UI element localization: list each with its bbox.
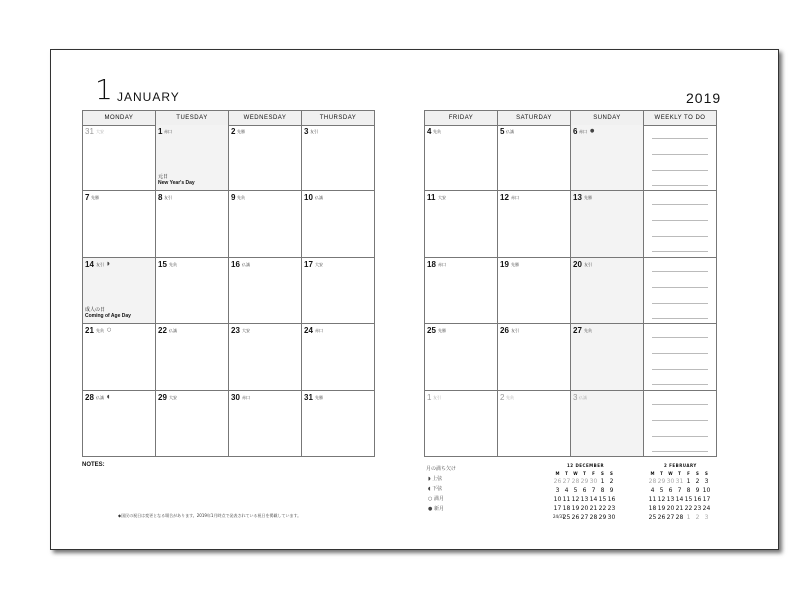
mini-day: 28 — [589, 514, 598, 521]
mini-calendar-weekdays — [553, 471, 616, 476]
mini-weekday: T — [678, 471, 681, 476]
day-number: 3 — [304, 127, 309, 136]
day-cell[interactable] — [156, 125, 229, 191]
mini-day: 30 — [607, 514, 616, 521]
mini-day: 12 — [571, 496, 580, 503]
holiday-name-jp: 成人の日 — [85, 306, 106, 313]
mini-day: 11 — [562, 496, 571, 503]
day-cell[interactable] — [83, 391, 156, 457]
mini-day: 25 — [562, 514, 571, 521]
mini-day: 2 — [609, 478, 614, 485]
day-number: 28 — [85, 392, 94, 402]
weekly-todo-cell[interactable] — [644, 258, 717, 324]
day-number: 19 — [500, 259, 509, 269]
mini-day: 20 — [666, 505, 675, 512]
todo-line — [652, 337, 708, 338]
holiday-name-jp: 元日 — [158, 174, 169, 180]
rokuyo-label: 友引 — [310, 129, 318, 134]
mini-day: 3 — [704, 478, 709, 485]
mini-day: 27 — [580, 514, 589, 521]
rokuyo-label: 赤口 — [438, 261, 446, 267]
mini-day: 6 — [668, 487, 673, 494]
rokuyo-label: 赤口 — [315, 328, 323, 334]
rokuyo-label: 大安 — [438, 195, 446, 201]
todo-line — [652, 318, 708, 319]
holiday-name-en: Coming of Age Day — [85, 312, 131, 319]
mini-day: 9 — [695, 487, 700, 494]
todo-line — [652, 204, 708, 205]
mini-calendar-week — [648, 487, 711, 494]
day-cell[interactable] — [425, 391, 498, 457]
rokuyo-label: 仏滅 — [96, 394, 104, 400]
day-number: 31 — [85, 127, 94, 136]
day-number: 13 — [573, 193, 582, 203]
day-cell[interactable] — [571, 191, 644, 257]
mini-day: 28 — [571, 478, 580, 485]
todo-line — [652, 369, 708, 370]
todo-line — [652, 220, 708, 221]
day-cell[interactable] — [229, 125, 302, 191]
day-cell[interactable] — [229, 258, 302, 324]
mini-day: 18 — [648, 505, 657, 512]
day-cell[interactable] — [302, 258, 375, 324]
rokuyo-label: 赤口 — [164, 129, 172, 134]
day-number: 12 — [500, 193, 509, 203]
weekday-header: WEDNESDAY — [229, 111, 302, 126]
weekday-header: MONDAY — [83, 111, 156, 126]
weekly-todo-cell[interactable] — [644, 391, 717, 457]
mini-weekday: W — [573, 471, 578, 476]
day-number: 15 — [158, 259, 167, 269]
mini-weekday: S — [610, 471, 613, 476]
half-moon-icon: ◗ — [107, 260, 110, 267]
day-cell[interactable] — [83, 258, 156, 324]
mini-day: 1 — [686, 514, 691, 521]
weekday-header: THURSDAY — [302, 111, 375, 126]
day-cell[interactable] — [302, 125, 375, 191]
day-cell[interactable] — [229, 324, 302, 390]
rokuyo-label: 先勝 — [315, 394, 323, 400]
day-number: 20 — [573, 259, 582, 269]
mini-day: 7 — [677, 487, 682, 494]
mini-day: 21 — [589, 505, 598, 512]
rokuyo-label: 大安 — [242, 328, 250, 334]
todo-line — [652, 303, 708, 304]
mini-day: 2 — [695, 478, 700, 485]
day-cell[interactable] — [156, 391, 229, 457]
day-number: 22 — [158, 326, 167, 336]
mini-calendar-title: 2 FEBRUARY — [664, 463, 697, 468]
day-number: 21 — [85, 326, 94, 336]
todo-line — [652, 436, 708, 437]
moon-legend-title: 月の満ち欠け — [426, 466, 457, 472]
weekday-header: SATURDAY — [498, 111, 571, 126]
mini-day: 30 — [589, 478, 598, 485]
mini-calendar-week — [553, 505, 616, 512]
mini-day: 13 — [666, 496, 675, 503]
notes-label: NOTES: — [82, 462, 105, 468]
mini-calendar-week — [553, 487, 616, 494]
mini-calendar-title: 12 DECEMBER — [567, 463, 605, 468]
mini-day: 3 — [704, 514, 709, 521]
rokuyo-label: 仏滅 — [169, 328, 177, 334]
mini-weekday: T — [660, 471, 663, 476]
mini-day: 7 — [591, 487, 596, 494]
mini-day: 24 — [702, 505, 711, 512]
weekly-todo-cell[interactable] — [644, 125, 717, 191]
day-number: 4 — [427, 127, 432, 136]
mini-weekday: S — [705, 471, 708, 476]
mini-day: 26 — [553, 478, 562, 485]
weekday-header: WEEKLY TO DO — [644, 111, 717, 126]
mini-day: 1 — [600, 478, 605, 485]
day-cell[interactable] — [156, 191, 229, 257]
mini-weekday: W — [668, 471, 673, 476]
mini-day: 2 — [695, 514, 700, 521]
day-cell[interactable] — [571, 324, 644, 390]
full-moon-icon: ○ — [107, 327, 112, 334]
todo-line — [652, 287, 708, 288]
mini-calendar-week — [648, 478, 711, 485]
mini-day: 13 — [580, 496, 589, 503]
weekday-header: TUESDAY — [156, 111, 229, 126]
day-cell[interactable] — [571, 391, 644, 457]
moon-legend-item: ○ 満月 — [428, 496, 444, 502]
rokuyo-label: 先勝 — [584, 195, 592, 201]
mini-day: 30 — [666, 478, 675, 485]
mini-day: 24/31 — [553, 514, 565, 519]
day-number: 5 — [500, 127, 505, 136]
day-number: 10 — [304, 193, 313, 203]
day-cell[interactable] — [571, 125, 644, 191]
mini-calendar-week — [553, 514, 616, 521]
moon-legend-item: ◖ 下弦 — [428, 486, 443, 492]
mini-day: 11 — [648, 496, 657, 503]
mini-day: 27 — [666, 514, 675, 521]
todo-line — [652, 420, 708, 421]
rokuyo-label: 友引 — [433, 394, 441, 400]
todo-line — [652, 170, 708, 171]
rokuyo-label: 先負 — [96, 328, 104, 334]
rokuyo-label: 赤口 — [579, 129, 587, 134]
day-cell[interactable] — [156, 258, 229, 324]
weekday-header: SUNDAY — [571, 111, 644, 126]
rokuyo-label: 先勝 — [91, 195, 99, 201]
mini-day: 4 — [650, 487, 655, 494]
day-cell[interactable] — [302, 391, 375, 457]
rokuyo-label: 赤口 — [242, 394, 250, 400]
mini-calendar-week — [553, 496, 616, 503]
moon-legend-item: ◗ 上弦 — [428, 476, 443, 482]
day-cell[interactable] — [156, 324, 229, 390]
month-name: JANUARY — [117, 90, 180, 104]
todo-line — [652, 185, 708, 186]
mini-weekday: S — [601, 471, 604, 476]
mini-calendar-week — [553, 478, 616, 485]
day-number: 30 — [231, 392, 240, 402]
mini-calendar-week — [648, 496, 711, 503]
day-number: 27 — [573, 326, 582, 336]
day-cell[interactable] — [302, 324, 375, 390]
todo-line — [652, 353, 708, 354]
weekly-todo-cell[interactable] — [644, 191, 717, 257]
rokuyo-label: 仏滅 — [579, 394, 587, 400]
day-cell[interactable] — [571, 258, 644, 324]
day-cell[interactable] — [229, 191, 302, 257]
mini-day: 21 — [675, 505, 684, 512]
mini-calendar-weekdays — [648, 471, 711, 476]
moon-legend-item: ● 新月 — [428, 506, 444, 512]
rokuyo-label: 先勝 — [237, 129, 245, 134]
todo-line — [652, 451, 708, 452]
mini-day: 9 — [609, 487, 614, 494]
todo-line — [652, 404, 708, 405]
month-number: 1 — [95, 73, 113, 106]
mini-day: 5 — [573, 487, 578, 494]
mini-day: 5 — [659, 487, 664, 494]
day-number: 23 — [231, 326, 240, 336]
day-cell[interactable] — [498, 191, 571, 257]
mini-weekday: T — [565, 471, 568, 476]
rokuyo-label: 先負 — [237, 195, 245, 201]
rokuyo-label: 先負 — [584, 328, 592, 334]
todo-line — [652, 384, 708, 385]
mini-day: 15 — [684, 496, 693, 503]
mini-day: 14 — [675, 496, 684, 503]
rokuyo-label: 赤口 — [511, 195, 519, 201]
weekly-todo-cell[interactable] — [644, 324, 717, 390]
day-number: 1 — [427, 392, 432, 402]
mini-day: 6 — [582, 487, 587, 494]
day-cell[interactable] — [83, 324, 156, 390]
mini-day: 15 — [598, 496, 607, 503]
new-moon-icon: ● — [590, 128, 595, 134]
mini-day: 26 — [571, 514, 580, 521]
rokuyo-label: 先負 — [169, 261, 177, 267]
mini-weekday: M — [650, 471, 655, 476]
day-number: 14 — [85, 259, 94, 269]
rokuyo-label: 仏滅 — [315, 195, 323, 201]
todo-line — [652, 271, 708, 272]
rokuyo-label: 友引 — [584, 261, 592, 267]
mini-day: 10 — [553, 496, 562, 503]
mini-day: 26 — [657, 514, 666, 521]
mini-day: 23 — [607, 505, 616, 512]
mini-day: 17 — [553, 505, 562, 512]
holiday-name-en: New Year's Day — [158, 180, 195, 186]
rokuyo-label: 大安 — [169, 394, 177, 400]
mini-day: 10 — [702, 487, 711, 494]
rokuyo-label: 大安 — [315, 261, 323, 267]
mini-calendar-week — [648, 514, 711, 521]
day-number: 11 — [427, 193, 436, 203]
day-cell[interactable] — [302, 191, 375, 257]
rokuyo-label: 大安 — [96, 129, 104, 134]
mini-day: 8 — [686, 487, 691, 494]
left-calendar-grid — [82, 110, 375, 457]
day-cell[interactable] — [83, 191, 156, 257]
todo-line — [652, 138, 708, 139]
day-cell[interactable] — [425, 125, 498, 191]
day-number: 9 — [231, 193, 236, 203]
mini-weekday: F — [592, 471, 595, 476]
day-cell[interactable] — [498, 391, 571, 457]
day-number: 24 — [304, 326, 313, 336]
mini-day: 12 — [657, 496, 666, 503]
day-cell[interactable] — [229, 391, 302, 457]
mini-day: 28 — [675, 514, 684, 521]
mini-day: 29 — [598, 514, 607, 521]
mini-day: 22 — [684, 505, 693, 512]
todo-line — [652, 236, 708, 237]
mini-day: 23 — [693, 505, 702, 512]
day-cell[interactable] — [498, 258, 571, 324]
mini-day: 29 — [580, 478, 589, 485]
mini-weekday: S — [696, 471, 699, 476]
day-number: 1 — [158, 127, 163, 136]
day-number: 6 — [573, 127, 578, 136]
todo-line — [652, 154, 708, 155]
rokuyo-label: 先勝 — [438, 328, 446, 334]
holiday-footnote: ◆国民の祝日は変更となる場合があります。2019年1月時点で発表されている祝日を掲載しています。 — [118, 513, 302, 518]
day-number: 8 — [158, 193, 163, 203]
mini-day: 25 — [648, 514, 657, 521]
day-cell[interactable] — [425, 324, 498, 390]
mini-day: 31 — [675, 478, 684, 485]
mini-day: 18 — [562, 505, 571, 512]
rokuyo-label: 友引 — [164, 195, 172, 201]
mini-day: 20 — [580, 505, 589, 512]
mini-day: 16 — [693, 496, 702, 503]
rokuyo-label: 仏滅 — [242, 261, 250, 267]
mini-day: 14 — [589, 496, 598, 503]
day-cell[interactable] — [498, 125, 571, 191]
mini-day: 28 — [648, 478, 657, 485]
day-cell[interactable] — [498, 324, 571, 390]
day-number: 3 — [573, 392, 578, 402]
day-number: 18 — [427, 259, 436, 269]
mini-weekday: F — [687, 471, 690, 476]
day-number: 7 — [85, 193, 90, 203]
mini-day: 19 — [571, 505, 580, 512]
mini-day: 8 — [600, 487, 605, 494]
mini-day: 4 — [564, 487, 569, 494]
rokuyo-label: 仏滅 — [506, 129, 514, 134]
todo-line — [652, 251, 708, 252]
mini-weekday: T — [583, 471, 586, 476]
day-number: 25 — [427, 326, 436, 336]
mini-calendar-week — [648, 505, 711, 512]
mini-day: 27 — [562, 478, 571, 485]
day-number: 17 — [304, 259, 313, 269]
day-number: 2 — [500, 392, 505, 402]
day-cell[interactable] — [83, 125, 156, 191]
right-calendar-grid — [424, 110, 717, 457]
year-label: 2019 — [686, 90, 722, 106]
rokuyo-label: 先負 — [506, 394, 514, 400]
day-number: 2 — [231, 127, 236, 136]
mini-day: 29 — [657, 478, 666, 485]
mini-day: 3 — [555, 487, 560, 494]
day-number: 26 — [500, 326, 509, 336]
day-cell[interactable] — [425, 258, 498, 324]
rokuyo-label: 友引 — [96, 261, 104, 267]
weekday-header: FRIDAY — [425, 111, 498, 126]
day-number: 29 — [158, 392, 167, 402]
day-cell[interactable] — [425, 191, 498, 257]
mini-day: 17 — [702, 496, 711, 503]
day-number: 16 — [231, 259, 240, 269]
half-moon-icon: ◖ — [107, 393, 110, 400]
day-number: 31 — [304, 392, 313, 402]
rokuyo-label: 先勝 — [511, 261, 519, 267]
rokuyo-label: 友引 — [511, 328, 519, 334]
mini-day: 22 — [598, 505, 607, 512]
mini-day: 1 — [686, 478, 691, 485]
mini-day: 16 — [607, 496, 616, 503]
rokuyo-label: 先負 — [433, 129, 441, 134]
mini-weekday: M — [555, 471, 560, 476]
mini-day: 19 — [657, 505, 666, 512]
